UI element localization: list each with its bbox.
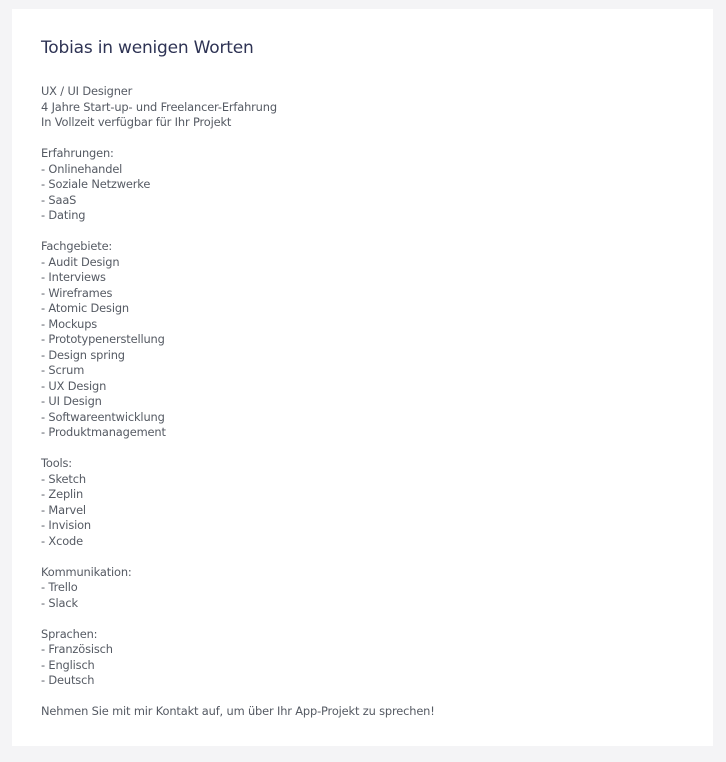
list-item: - Prototypenerstellung — [41, 332, 165, 346]
list-item: - Französisch — [41, 642, 113, 656]
section-heading: Fachgebiete: — [41, 239, 113, 253]
section-heading: Tools: — [41, 456, 72, 470]
list-item: - Sketch — [41, 471, 86, 486]
list-item: - Invision — [41, 518, 92, 532]
list-item: - Zeplin — [41, 487, 84, 501]
list-item: - Atomic Design — [41, 301, 129, 315]
profile-title: Tobias in wenigen Worten — [41, 38, 254, 58]
section-heading: Kommunikation: — [41, 564, 132, 579]
list-item: - Dating — [41, 208, 86, 222]
list-item: - Wireframes — [41, 285, 113, 300]
list-item: - Englisch — [41, 657, 95, 672]
section-tools — [41, 456, 684, 549]
profile-intro — [41, 84, 684, 131]
list-item: - Trello — [41, 580, 78, 594]
section-heading: Erfahrungen: — [41, 146, 114, 160]
list-item: - Design spring — [41, 347, 125, 362]
intro-line-availability: In Vollzeit verfügbar für Ihr Projekt — [41, 115, 232, 129]
list-item: - Softwareentwicklung — [41, 409, 165, 424]
list-item: - Slack — [41, 595, 78, 610]
section-kommunikation — [41, 565, 684, 612]
list-item: - Audit Design — [41, 254, 120, 269]
section-erfahrungen — [41, 146, 684, 224]
list-item: - Mockups — [41, 316, 98, 331]
list-item: - Deutsch — [41, 673, 95, 687]
list-item: - UX Design — [41, 378, 107, 393]
list-item: - Onlinehandel — [41, 161, 123, 176]
list-item: - Interviews — [41, 270, 106, 284]
intro-line-role: UX / UI Designer — [41, 84, 133, 98]
profile-card — [12, 9, 713, 746]
list-item: - Scrum — [41, 363, 85, 377]
section-sprachen — [41, 627, 684, 689]
list-item: - Marvel — [41, 502, 86, 517]
list-item: - UI Design — [41, 394, 102, 408]
section-heading: Sprachen: — [41, 626, 98, 641]
section-fachgebiete — [41, 239, 684, 441]
list-item: - Xcode — [41, 533, 83, 548]
list-item: - SaaS — [41, 192, 77, 207]
list-item: - Produktmanagement — [41, 425, 166, 439]
intro-line-experience: 4 Jahre Start-up- und Freelancer-Erfahrung — [41, 99, 277, 114]
closing-text: Nehmen Sie mit mir Kontakt auf, um über Ihr App-Projekt zu sprechen! — [41, 704, 435, 718]
list-item: - Soziale Netzwerke — [41, 177, 151, 191]
